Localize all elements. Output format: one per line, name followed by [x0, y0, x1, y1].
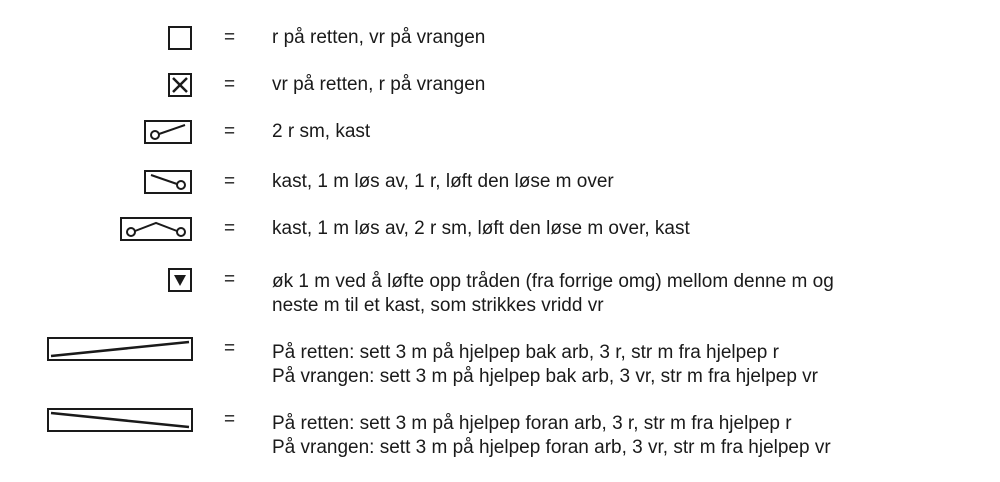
equals-sign: =: [224, 409, 236, 430]
equals-sign: =: [224, 338, 236, 359]
description-line: På vrangen: sett 3 m på hjelpep bak arb, 3 vr, str m fra hjelpep vr: [272, 366, 818, 387]
description-line: På retten: sett 3 m på hjelpep bak arb, 3 r, str m fra hjelpep r: [272, 342, 779, 363]
legend-description: [272, 341, 818, 389]
legend-description: [272, 26, 485, 50]
equals-sign: =: [224, 218, 236, 239]
triangle-down-icon: [168, 268, 192, 292]
description-line: kast, 1 m løs av, 1 r, løft den løse m over: [272, 171, 614, 192]
equals-sign: =: [224, 27, 236, 48]
equals-sign: =: [224, 74, 236, 95]
legend-description: [272, 73, 485, 97]
description-line: vr på retten, r på vrangen: [272, 74, 486, 95]
legend-description: [272, 217, 690, 241]
x-square-icon: [168, 73, 192, 97]
description-line: øk 1 m ved å løfte opp tråden (fra forrige omg) mellom denne m og: [272, 271, 834, 292]
description-line: 2 r sm, kast: [272, 121, 371, 142]
legend-description: [272, 412, 831, 460]
empty-square-icon: [168, 26, 192, 50]
yo-sk2p-yo-icon: [120, 217, 192, 241]
cable-back-icon: [47, 337, 193, 361]
yo-skp-icon: [144, 170, 192, 194]
equals-sign: =: [224, 171, 236, 192]
cable-front-icon: [47, 408, 193, 432]
equals-sign: =: [224, 121, 236, 142]
description-line: r på retten, vr på vrangen: [272, 27, 486, 48]
description-line: På vrangen: sett 3 m på hjelpep foran arb, 3 vr, str m fra hjelpep vr: [272, 437, 831, 458]
description-line: På retten: sett 3 m på hjelpep foran arb, 3 r, str m fra hjelpep r: [272, 413, 792, 434]
description-line: neste m til et kast, som strikkes vridd vr: [272, 295, 604, 316]
equals-sign: =: [224, 269, 236, 290]
legend-description: [272, 120, 370, 144]
legend-description: [272, 170, 614, 194]
legend-description: [272, 270, 834, 318]
k2tog-yo-icon: [144, 120, 192, 144]
description-line: kast, 1 m løs av, 2 r sm, løft den løse m over, kast: [272, 218, 690, 239]
